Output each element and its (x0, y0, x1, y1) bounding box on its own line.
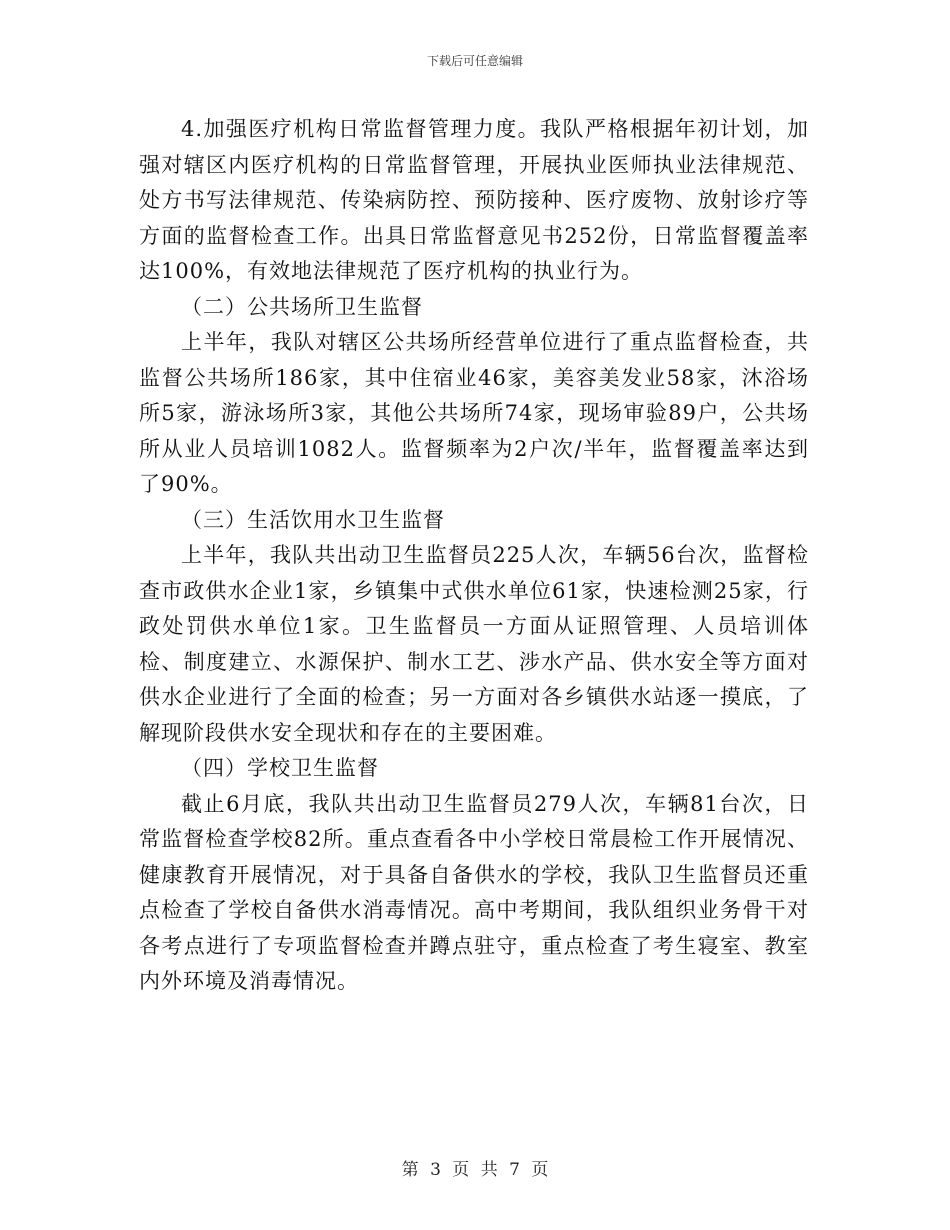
paragraph-public-places: 上半年，我队对辖区公共场所经营单位进行了重点监督检查，共监督公共场所186家，其中住宿业46家，美容美发业58家，沐浴场所5家，游泳场所3家，其他公共场所74家，现场审验89户，公共场所从业人员培训1082人。监督频率为2户次/半年，监督覆盖率达到了90%。 (139, 330, 809, 496)
page-header-note: 下载后可任意编辑 (426, 54, 523, 68)
paragraph-school-health: 截止6月底，我队共出动卫生监督员279人次，车辆81台次，日常监督检查学校82所。重点查看各中小学校日常晨检工作开展情况、健康教育开展情况，对于具备自备供水的学校，我队卫生监督员还重点检查了学校自备供水消毒情况。高中考期间，我队组织业务骨干对各考点进行了专项监督检查并蹲点驻守，重点检查了考生寝室、教室内外环境及消毒情况。 (139, 791, 809, 993)
heading-drinking-water: （三）生活饮用水卫生监督 (181, 507, 445, 532)
heading-public-places: （二）公共场所卫生监督 (181, 294, 423, 319)
page-number-footer: 第 3 页 共 7 页 (401, 1160, 549, 1180)
heading-school-health: （四）学校卫生监督 (181, 756, 379, 780)
paragraph-drinking-water: 上半年，我队共出动卫生监督员225人次，车辆56台次，监督检查市政供水企业1家，乡镇集中式供水单位61家，快速检测25家，行政处罚供水单位1家。卫生监督员一方面从证照管理、人员培训体检、制度建立、水源保护、制水工艺、涉水产品、供水安全等方面对供水企业进行了全面的检查；另一方面对各乡镇供水站逐一摸底，了解现阶段供水安全现状和存在的主要困难。 (139, 543, 809, 745)
paragraph-medical-supervision: 4.加强医疗机构日常监督管理力度。我队严格根据年初计划，加强对辖区内医疗机构的日常监督管理，开展执业医师执业法律规范、处方书写法律规范、传染病防控、预防接种、医疗废物、放射诊疗等方面的监督检查工作。出具日常监督意见书252份，日常监督覆盖率达100%，有效地法律规范了医疗机构的执业行为。 (139, 117, 809, 283)
document-body (139, 112, 809, 1000)
